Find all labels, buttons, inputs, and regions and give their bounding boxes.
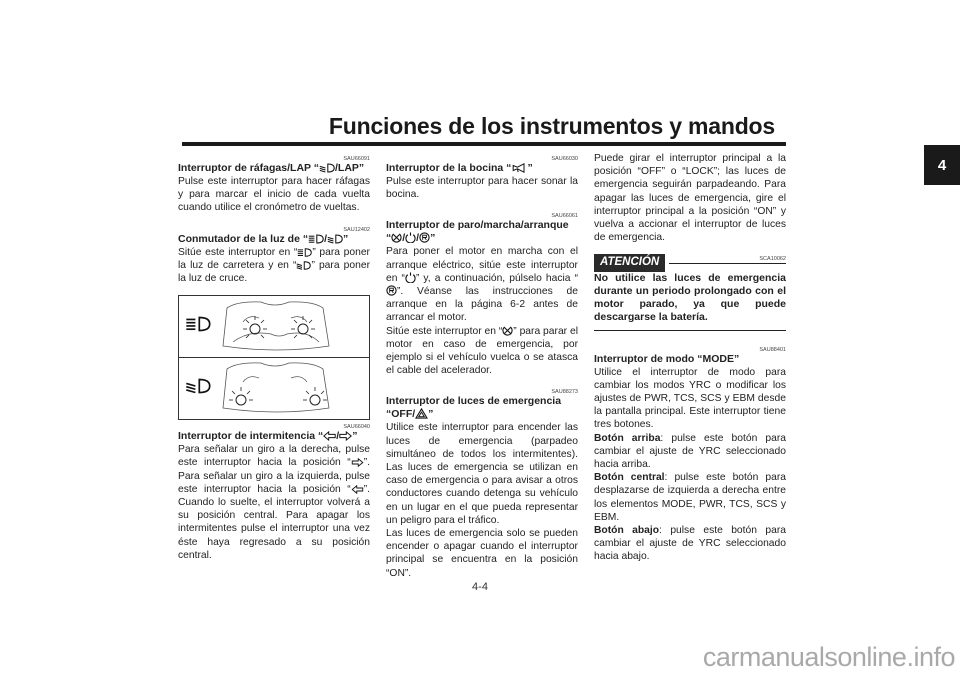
caution-text: No utilice las luces de emergencia durante un periodo prolongado con el motor parado, ya que puede descargarse la batería.: [594, 272, 786, 331]
page-number: 4-4: [472, 581, 488, 593]
high-beam-icon: [308, 234, 324, 244]
column-2: [386, 150, 578, 580]
column-3: [594, 152, 786, 564]
heading-text: Interruptor de luces de emergencia: [386, 395, 562, 408]
mode-up-text: [594, 432, 786, 472]
section-start-stop: [386, 213, 578, 377]
caution-label: ATENCIÓN: [594, 254, 665, 271]
section-text: Pulse este interruptor para hacer ráfagas y para marcar el inicio de cada vuelta cuando utilice el cronómetro de vueltas.: [178, 176, 370, 214]
low-beam-icon: [319, 163, 335, 173]
engine-run-icon: [405, 232, 416, 243]
section-code: SAU66030: [551, 156, 578, 162]
text-run: ” para poner la luz de carretera y en “: [178, 246, 370, 271]
heading-text: ”: [352, 430, 358, 443]
caution-box: [594, 254, 786, 330]
heading-text: ”: [428, 408, 434, 421]
engine-stop-icon: [391, 232, 402, 243]
section-code: SAU88273: [551, 389, 578, 396]
section-heading: Interruptor de modo “MODE”: [594, 352, 740, 365]
horn-icon: [511, 163, 527, 173]
section-hazard: [386, 389, 578, 579]
heading-text: Interruptor de la bocina “: [386, 162, 512, 174]
section-code: SAU66040: [343, 424, 370, 431]
text-run: ”. Véanse las instrucciones de arranque en la página 6-2 antes de arrancar el motor.: [386, 286, 578, 324]
low-beam-icon: [327, 234, 343, 244]
section-text: [178, 443, 370, 562]
text-run: ”. Cuando lo suelte, el interruptor volverá a su posición central. Para apagar los intermitentes pulse el interruptor una vez éste haya regresado a su posición central.: [178, 483, 370, 561]
start-icon: [386, 285, 397, 296]
section-code: SAU88401: [759, 346, 786, 353]
section-lap-switch: [178, 156, 370, 215]
title-rule: [182, 142, 786, 146]
heading-text: /: [416, 232, 420, 245]
hazard-triangle-icon: [415, 408, 428, 419]
headlight-figure: [178, 295, 370, 420]
heading-text: /: [402, 232, 406, 245]
text-run: ” para poner la luz de cruce.: [178, 259, 370, 285]
page-title: Funciones de los instrumentos y mandos: [328, 113, 775, 139]
text-run: : pulse este botón para cambiar el ajuste de YRC seleccionado hacia abajo.: [594, 525, 786, 563]
text-run: ” para parar el motor en caso de emergencia, por ejemplo si el vehículo vuelca o se atasca el cable del acelerador.: [386, 325, 578, 377]
text-run: Para señalar un giro a la derecha, pulse este interruptor hacia la posición “: [178, 444, 370, 469]
turn-left-arrow-icon: [323, 431, 336, 441]
column-1: [178, 150, 370, 562]
watermark-text: carmanualsonline.info: [702, 642, 955, 672]
turn-right-arrow-icon: [351, 458, 364, 467]
heading-text: ”: [527, 162, 533, 174]
section-code: SAU66091: [343, 156, 370, 162]
bold-label: Botón central: [594, 472, 665, 484]
turn-right-arrow-icon: [339, 431, 352, 441]
heading-icons-line: [386, 408, 578, 421]
section-heading: [386, 395, 578, 421]
page-header: [0, 0, 960, 150]
chapter-tab: [924, 145, 960, 185]
heading-text: ”: [430, 232, 436, 245]
text-run: ”. Para señalar un giro a la izquierda, pulse este interruptor hacia la posición “: [178, 457, 370, 495]
section-text: [386, 245, 578, 324]
start-icon: [419, 232, 430, 243]
section-heading: [386, 162, 578, 175]
heading-text: /: [324, 232, 328, 245]
section-heading: [178, 233, 370, 246]
section-turn-signal: [178, 424, 370, 562]
high-beam-diagram: [186, 302, 329, 350]
section-heading: [178, 162, 370, 175]
bold-label: Botón arriba: [594, 432, 661, 444]
mode-center-text: [594, 471, 786, 524]
heading-text: Interruptor de intermitencia “: [178, 430, 324, 443]
text-run: Para poner el motor en marcha con el arranque eléctrico, sitúe este interruptor en “: [386, 246, 578, 284]
section-horn: [386, 156, 578, 201]
heading-icons-line: [386, 232, 578, 245]
section-text: Utilice este interruptor para encender las luces de emergencia (parpadeo simultáneo de todos los intermitentes). Las luces de emergencia se utilizan en caso de emergencia o para avisar a otros conductores cuando detenga su vehículo en un lugar en el que pueda representar un peligro para el tráfico.: [386, 422, 578, 526]
caution-rule: [669, 263, 786, 264]
heading-text: Interruptor de paro/marcha/arranque: [386, 219, 569, 232]
section-code: SAU66061: [551, 213, 578, 220]
engine-run-icon: [405, 272, 416, 283]
text-run: Sitúe este interruptor en “: [178, 246, 298, 258]
section-mode-switch: [594, 347, 786, 564]
heading-text: Interruptor de ráfagas/LAP “: [178, 162, 320, 174]
section-text: [178, 246, 370, 286]
text-run: : pulse este botón para cambiar el ajuste de YRC seleccionado hacia arriba.: [594, 432, 786, 471]
heading-text: “: [386, 232, 392, 245]
engine-stop-icon: [502, 325, 513, 336]
figure-divider: [179, 357, 369, 358]
section-text: Pulse este interruptor para hacer sonar la bocina.: [386, 176, 578, 201]
low-beam-icon: [296, 261, 311, 270]
high-beam-icon: [297, 248, 312, 257]
low-beam-diagram: [186, 363, 329, 412]
section-heading: [386, 219, 578, 245]
caution-code: SCA10062: [759, 255, 786, 262]
heading-text: /: [336, 430, 340, 443]
section-code: SAU12402: [343, 226, 370, 233]
heading-text: /LAP”: [335, 162, 365, 174]
section-text: Utilice el interruptor de modo para cambiar los modos YRC o modificar los ajustes de PWR, TCS, SCS y EBM desde la pantalla principal. Este interruptor tiene tres botones.: [594, 366, 786, 431]
section-beam-switch: [178, 227, 370, 286]
chapter-number: 4: [937, 156, 947, 174]
hazard-continued-text: Puede girar el interruptor principal a la posición “OFF” o “LOCK”; las luces de emergencia seguirán parpadeando. Para apagar las luces de emergencia, gire el interruptor principal a la posición “ON” y vuelva a accionar el interruptor de luces de emergencia.: [594, 153, 786, 244]
text-run: : pulse este botón para desplazarse de izquierda a derecha entre los elementos MODE, PWR, TCS, SCS y EBM.: [594, 472, 786, 523]
turn-left-arrow-icon: [351, 485, 364, 494]
heading-text: “OFF/: [386, 408, 416, 421]
heading-text: ”: [343, 232, 349, 245]
heading-text: Conmutador de la luz de “: [178, 232, 309, 245]
section-heading: [178, 430, 370, 443]
text-run: Sitúe este interruptor en “: [386, 325, 503, 337]
section-text: Las luces de emergencia solo se pueden encender o apagar cuando el interruptor principal se encuentra en la posición “ON”.: [386, 528, 578, 579]
section-text: [386, 325, 578, 378]
mode-down-text: [594, 524, 786, 564]
bold-label: Botón abajo: [594, 525, 660, 537]
text-run: ” y, a continuación, púlselo hacia “: [415, 272, 578, 284]
